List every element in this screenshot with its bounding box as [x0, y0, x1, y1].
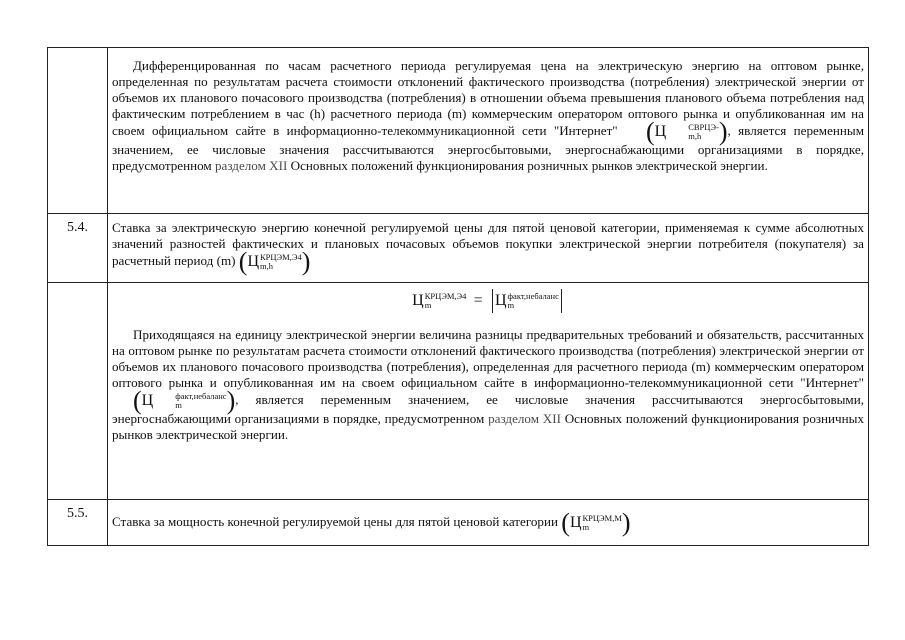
- formula-symbol: Ц: [654, 123, 667, 141]
- inline-formula: [561, 507, 631, 537]
- row-text-cell: [108, 500, 869, 546]
- paragraph-text: Ставка за электрическую энергию конечной регулируемой цены для пятой ценовой категории, применяемая к сумме абсолютных значений разностей фактических и плановых почасовых объемов покупки электрической энергии потребителя (покупателя) за расчетный период (m): [112, 220, 864, 269]
- inline-formula: [112, 386, 236, 416]
- regulation-table: [47, 47, 869, 546]
- open-paren: (: [238, 247, 248, 277]
- formula-superscript: КРЦЭМ,М: [582, 512, 622, 523]
- inline-formula: [238, 247, 311, 277]
- formula-subscript: m: [175, 400, 182, 411]
- table-row: [48, 214, 869, 283]
- formula-subscript: m: [424, 300, 432, 310]
- section-link[interactable]: разделом XII: [215, 158, 288, 174]
- row-text-cell: [108, 214, 869, 283]
- inline-formula: [625, 117, 728, 147]
- paragraph-text: Приходящаяся на единицу электрической энергии величина разницы предварительных требований и обязательств, рассчитанных на оптовом рынке по результатам расчета стоимости отклонений фактического производства (потребления) электрической энергии от объемов их планового почасового производства (потребления), определенная для расчетного периода (m) коммерческим оператором оптового рынка и опубликованная им на своем официальном сайте в информационно-телекоммуникационной сети "Интернет": [112, 327, 864, 391]
- row-number-cell: [48, 283, 108, 500]
- paragraph-text: Дифференцированная по часам расчетного периода регулируемая цена на электрическую энергию на оптовом рынке, определенная по результатам расчета стоимости отклонений фактического производства (потребления) электрической энергии от объемов их планового почасового производства (потребления) в отношении объема превышения планового объема потребления над фактическим потреблением в час (h) расчетного периода (m) коммерческим оператором оптового рынка и опубликованная им на своем официальном сайте в информационно-телекоммуникационной сети "Интернет": [112, 58, 864, 139]
- row-number: 5.4.: [67, 220, 88, 235]
- formula-symbol: Ц: [569, 513, 582, 531]
- formula-symbol: Ц: [141, 392, 154, 410]
- formula-subscript: m,h: [688, 131, 702, 142]
- row-number-cell: [48, 48, 108, 214]
- paragraph: [112, 220, 864, 277]
- paragraph-text-end: Основных положений функционирования розничных рынков электрической энергии.: [112, 411, 864, 443]
- paragraph: [112, 321, 864, 444]
- formula-subscript: m: [507, 300, 515, 310]
- formula-symbol: Ц: [247, 253, 260, 271]
- formula-subscript: m,h: [260, 261, 274, 272]
- formula-superscript: факт,небаланс: [175, 391, 227, 402]
- equals-sign: =: [473, 291, 483, 309]
- close-paren: ): [301, 247, 311, 277]
- open-paren: (: [133, 386, 142, 416]
- section-link[interactable]: разделом XII: [488, 411, 561, 427]
- table-row: [48, 500, 869, 546]
- table-row: [48, 48, 869, 214]
- row-text-cell: [108, 283, 869, 500]
- formula-subscript: m: [582, 521, 590, 532]
- paragraph-text: Ставка за мощность конечной регулируемой цены для пятой ценовой категории: [112, 513, 558, 529]
- row-number-cell: [48, 214, 108, 283]
- paragraph-text-continued: , является переменным значением, ее числовые значения рассчитываются энергосбытовыми, энергоснабжающими организациями в порядке, предусмотренном: [112, 392, 864, 427]
- open-paren: (: [561, 507, 570, 537]
- paragraph-text-end: Основных положений функционирования розничных рынков электрической энергии.: [290, 158, 768, 174]
- row-number-cell: [48, 500, 108, 546]
- close-paren: ): [718, 117, 728, 147]
- row-text-cell: [108, 48, 869, 214]
- formula-superscript: КРЦЭМ,Э4: [260, 252, 302, 263]
- open-paren: (: [645, 117, 655, 147]
- paragraph-text-continued: , является переменным значением, ее числовые значения рассчитываются энергосбытовыми, энергоснабжающими организациями в порядке, предусмотренном: [112, 123, 864, 174]
- paragraph: [112, 507, 864, 537]
- formula-superscript: СВРЦЭ-: [688, 122, 719, 133]
- close-paren: ): [226, 386, 236, 416]
- paragraph: [112, 54, 864, 175]
- close-paren: ): [621, 507, 631, 537]
- table-row: [48, 283, 869, 500]
- abs-bar-right: [561, 289, 562, 313]
- row-number: 5.5.: [67, 506, 88, 521]
- abs-bar-left: [492, 289, 493, 313]
- block-formula: [112, 283, 864, 321]
- formula-superscript: факт,небаланс: [507, 291, 559, 301]
- formula-symbol: Ц: [412, 291, 424, 309]
- formula-symbol: Ц: [494, 291, 507, 309]
- formula-superscript: КРЦЭМ,Э4: [424, 291, 467, 301]
